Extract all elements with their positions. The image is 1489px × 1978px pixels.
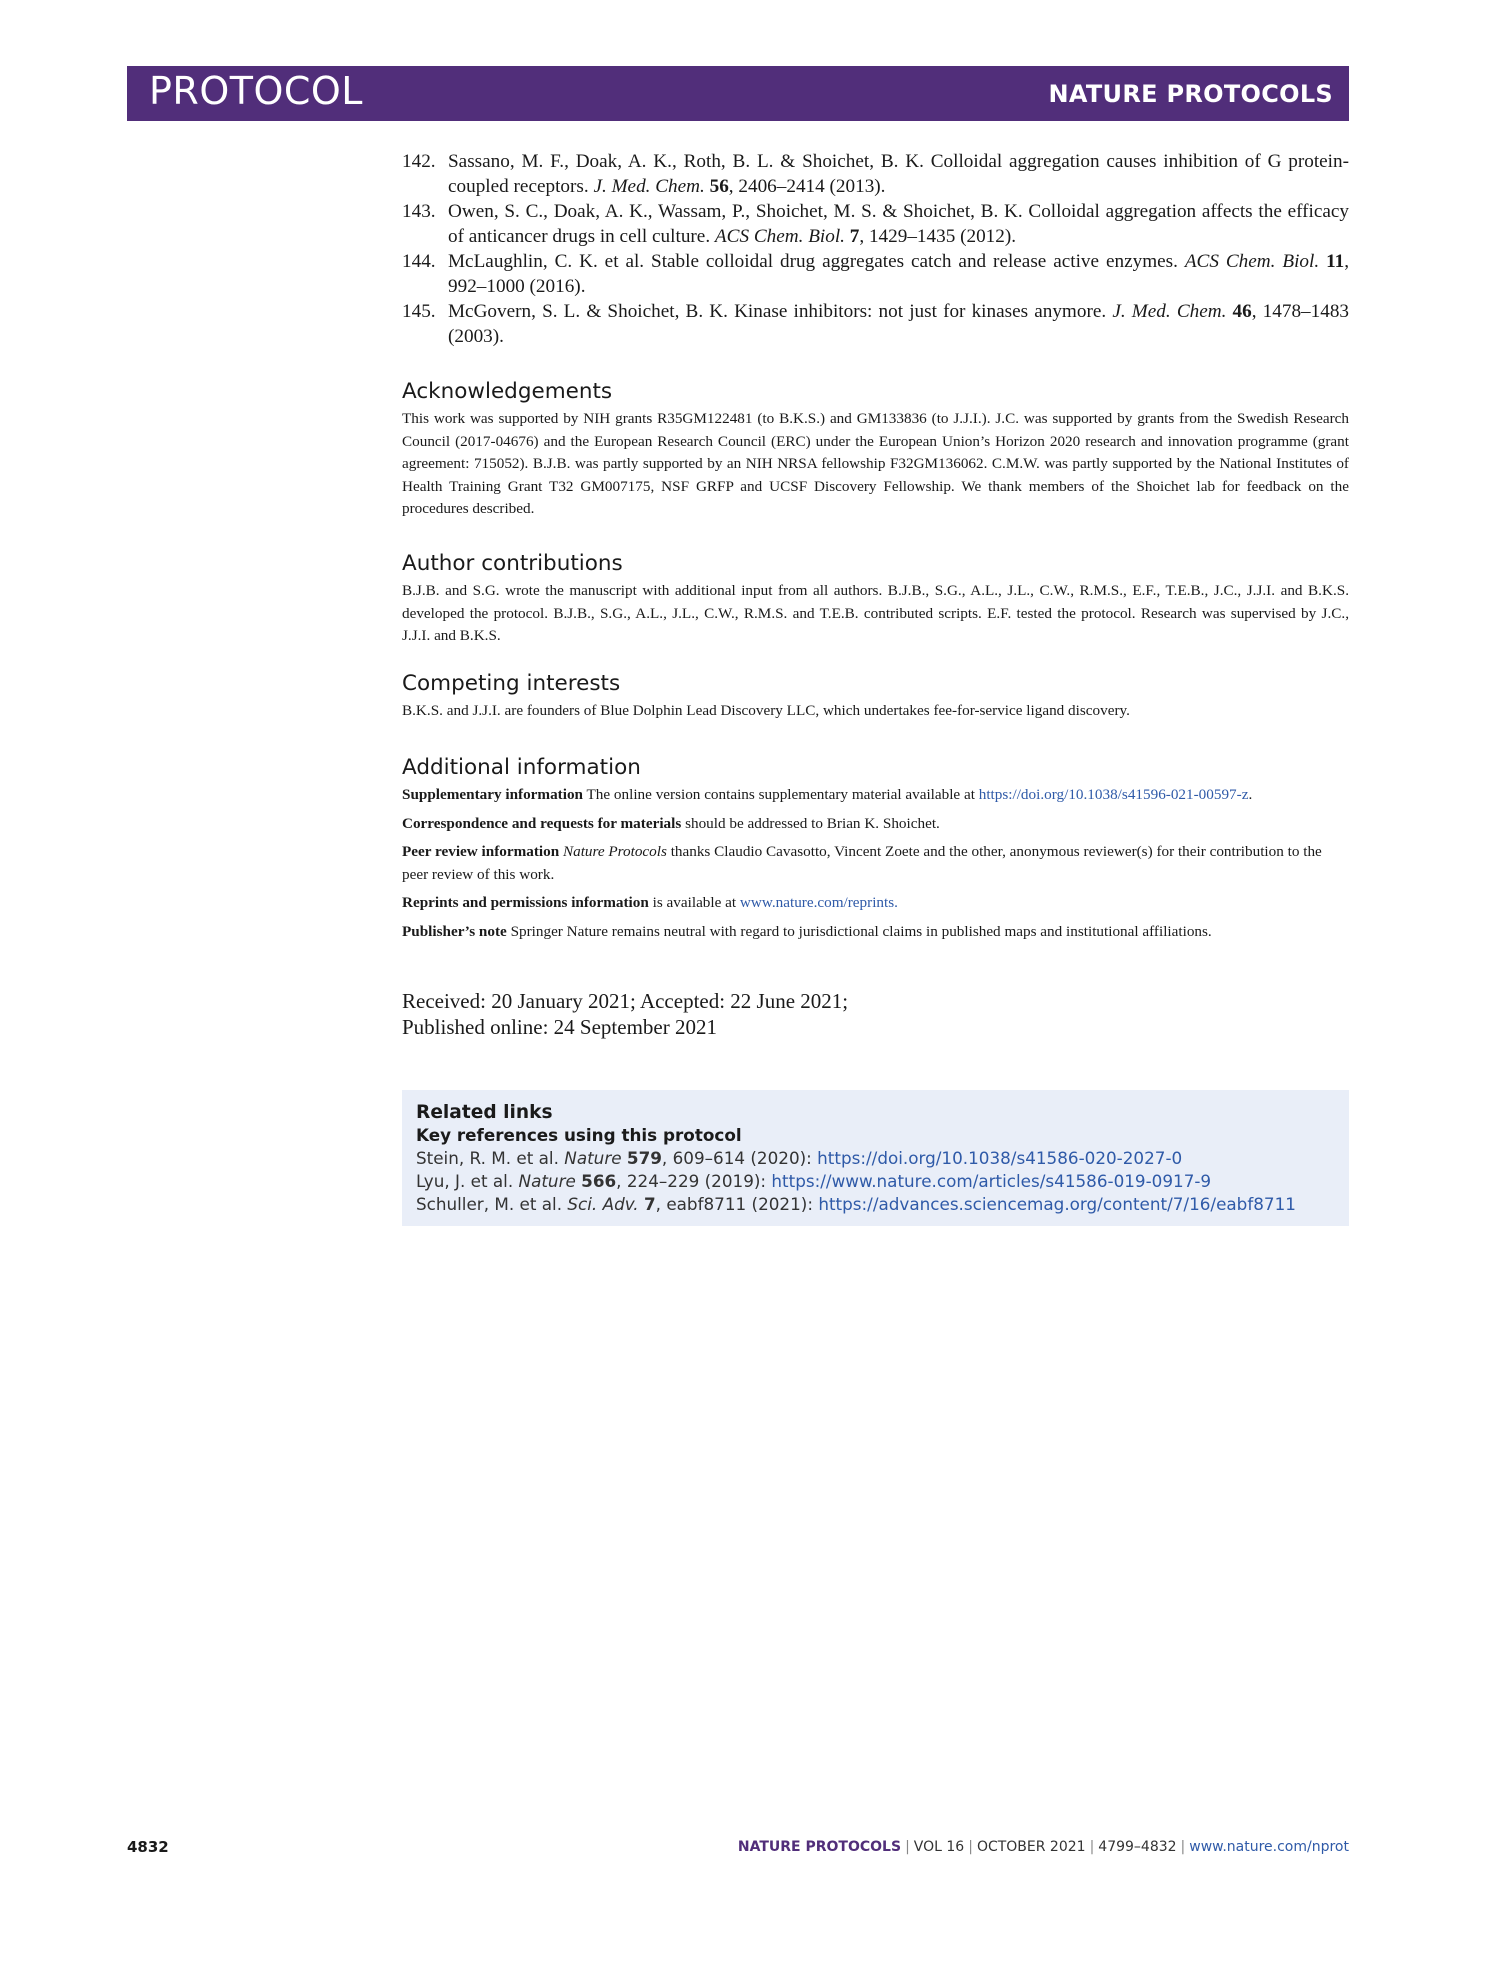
additional-information-block — [402, 784, 1349, 950]
reference-item — [402, 150, 1349, 199]
peer-review-journal: Nature Protocols — [562, 843, 667, 861]
reference-volume: 11 — [1326, 251, 1345, 272]
related-volume: 7 — [643, 1194, 656, 1214]
acknowledgements-text: This work was supported by NIH grants R35GM122481 (to B.K.S.) and GM133836 (to J.J.I.). J.C. was supported by grants from the Swedish Research Council (2017-04676) and the European Research Council (ERC) under the European Union’s Horizon 2020 research and innovation programme (grant agreement: 715052). B.J.B. was partly supported by an NIH NRSA fellowship F32GM136062. C.M.W. was partly supported by the National Institutes of Health Training Grant T32 GM007175, NSF GRFP and UCSF Discovery Fellowship. We thank members of the Shoichet lab for feedback on the procedures described. — [402, 410, 1349, 518]
footer-journal: NATURE PROTOCOLS — [737, 1839, 902, 1855]
author-contributions-heading: Author contributions — [402, 551, 623, 576]
correspondence-text: should be addressed to Brian K. Shoichet. — [681, 814, 940, 832]
publisher-note-label: Publisher’s note — [402, 922, 507, 940]
related-journal: Nature — [518, 1171, 576, 1191]
reference-volume: 7 — [849, 225, 860, 247]
reprints-info — [402, 892, 1349, 915]
footer-separator: | — [1089, 1839, 1095, 1855]
reference-number: 144. — [402, 251, 436, 272]
additional-information-heading: Additional information — [402, 755, 641, 780]
reference-journal: J. Med. Chem. — [1112, 301, 1227, 322]
supplementary-link[interactable]: https://doi.org/10.1038/s41596-021-00597-z — [978, 786, 1249, 803]
related-pages: , 609–614 (2020): — [661, 1148, 818, 1168]
peer-review-info — [402, 841, 1349, 886]
related-authors: Schuller, M. et al. — [416, 1194, 568, 1214]
reference-pages: , 1429–1435 (2012). — [859, 225, 1017, 247]
reference-item — [402, 200, 1349, 249]
related-links-box — [402, 1090, 1349, 1226]
footer-url[interactable]: www.nature.com/nprot — [1189, 1839, 1349, 1855]
reprints-label: Reprints and permissions information — [402, 894, 649, 912]
article-type-label: PROTOCOL — [149, 69, 363, 113]
related-url[interactable]: https://advances.sciencemag.org/content/7/16/eabf8711 — [818, 1194, 1296, 1214]
peer-review-label: Peer review information — [402, 843, 560, 861]
reference-number: 143. — [402, 201, 436, 222]
related-link-item — [416, 1147, 1339, 1170]
acknowledgements-heading: Acknowledgements — [402, 379, 613, 404]
related-links-subtitle: Key references using this protocol — [416, 1125, 742, 1145]
supplementary-info — [402, 784, 1349, 807]
footer-separator: | — [905, 1839, 910, 1855]
published-date: Published online: 24 September 2021 — [402, 1015, 717, 1039]
footer-issue: OCTOBER 2021 — [976, 1839, 1086, 1855]
publisher-note-text: Springer Nature remains neutral with regard to jurisdictional claims in published maps and institutional affiliations. — [506, 922, 1212, 940]
reference-list — [402, 150, 1349, 350]
related-pages: , 224–229 (2019): — [616, 1171, 772, 1191]
peer-review-text: thanks Claudio Cavasotto, Vincent Zoete and the other, anonymous reviewer(s) for their contribution to the peer review of this work. — [402, 843, 1322, 883]
supplementary-end: . — [1248, 786, 1253, 803]
header-banner — [127, 66, 1349, 121]
reference-pages: , 1478–1483 (2003). — [448, 301, 1350, 347]
related-url[interactable]: https://doi.org/10.1038/s41586-020-2027-0 — [817, 1148, 1183, 1168]
supplementary-text: The online version contains supplementary material available at — [583, 786, 979, 803]
competing-interests-heading: Competing interests — [402, 671, 621, 696]
page-number: 4832 — [127, 1838, 169, 1856]
reprints-link[interactable]: www.nature.com/reprints. — [739, 894, 898, 912]
reference-journal: ACS Chem. Biol. — [714, 225, 845, 247]
reprints-text: is available at — [648, 894, 740, 912]
article-dates — [402, 988, 848, 1040]
related-link-item — [416, 1193, 1339, 1216]
reference-item — [402, 300, 1349, 349]
related-volume: 566 — [581, 1171, 617, 1191]
related-link-item — [416, 1170, 1339, 1193]
journal-name: NATURE PROTOCOLS — [1048, 80, 1333, 108]
reference-authors: Owen, S. C., Doak, A. K., Wassam, P., Shoichet, M. S. & Shoichet, B. K. Colloidal aggregation affects the efficacy of anticancer drugs in cell culture. — [448, 201, 1349, 247]
reference-journal: J. Med. Chem. — [593, 175, 705, 197]
competing-interests-text: B.K.S. and J.J.I. are founders of Blue Dolphin Lead Discovery LLC, which undertakes fee-for-service ligand discovery. — [402, 702, 1130, 719]
reference-volume: 56 — [709, 175, 729, 197]
correspondence-label: Correspondence and requests for materials — [402, 814, 682, 832]
footer-volume: VOL 16 — [913, 1839, 965, 1855]
reference-pages: , 2406–2414 (2013). — [728, 175, 886, 197]
reference-authors: McGovern, S. L. & Shoichet, B. K. Kinase inhibitors: not just for kinases anymore. — [448, 301, 1113, 322]
related-links-title: Related links — [416, 1102, 553, 1123]
author-contributions-text: B.J.B. and S.G. wrote the manuscript with additional input from all authors. B.J.B., S.G., A.L., J.L., C.W., R.M.S., E.F., T.E.B., J.C., J.J.I. and B.K.S. developed the protocol. B.J.B., S.G., A.L., J.L., C.W., R.M.S. and T.E.B. contributed scripts. E.F. tested the protocol. Research was supervised by J.C., J.J.I. and B.K.S. — [402, 582, 1349, 645]
footer-citation — [738, 1839, 1349, 1855]
reference-authors: McLaughlin, C. K. et al. Stable colloidal drug aggregates catch and release active enzymes. — [448, 251, 1185, 272]
reference-item — [402, 250, 1349, 299]
reference-volume: 46 — [1232, 301, 1252, 322]
received-accepted-dates: Received: 20 January 2021; Accepted: 22 June 2021; — [402, 989, 849, 1013]
reference-authors: Sassano, M. F., Doak, A. K., Roth, B. L. & Shoichet, B. K. Colloidal aggregation causes inhibition of G protein-coupled receptors. — [448, 151, 1349, 197]
reference-pages: , 992–1000 (2016). — [448, 251, 1350, 297]
related-authors: Stein, R. M. et al. — [416, 1148, 565, 1168]
related-url[interactable]: https://www.nature.com/articles/s41586-019-0917-9 — [771, 1171, 1212, 1191]
reference-number: 145. — [402, 301, 436, 322]
related-authors: Lyu, J. et al. — [416, 1171, 519, 1191]
footer-separator: | — [968, 1839, 973, 1855]
publisher-note — [402, 921, 1349, 944]
footer-pages: 4799–4832 — [1098, 1839, 1177, 1855]
related-journal: Sci. Adv. — [567, 1194, 639, 1214]
related-journal: Nature — [564, 1148, 622, 1168]
correspondence-info — [402, 813, 1349, 836]
reference-number: 142. — [402, 151, 436, 172]
reference-journal: ACS Chem. Biol. — [1184, 251, 1320, 272]
footer-separator: | — [1180, 1839, 1186, 1855]
supplementary-label: Supplementary information — [402, 786, 583, 803]
related-pages: , eabf8711 (2021): — [655, 1194, 819, 1214]
related-volume: 579 — [626, 1148, 662, 1168]
